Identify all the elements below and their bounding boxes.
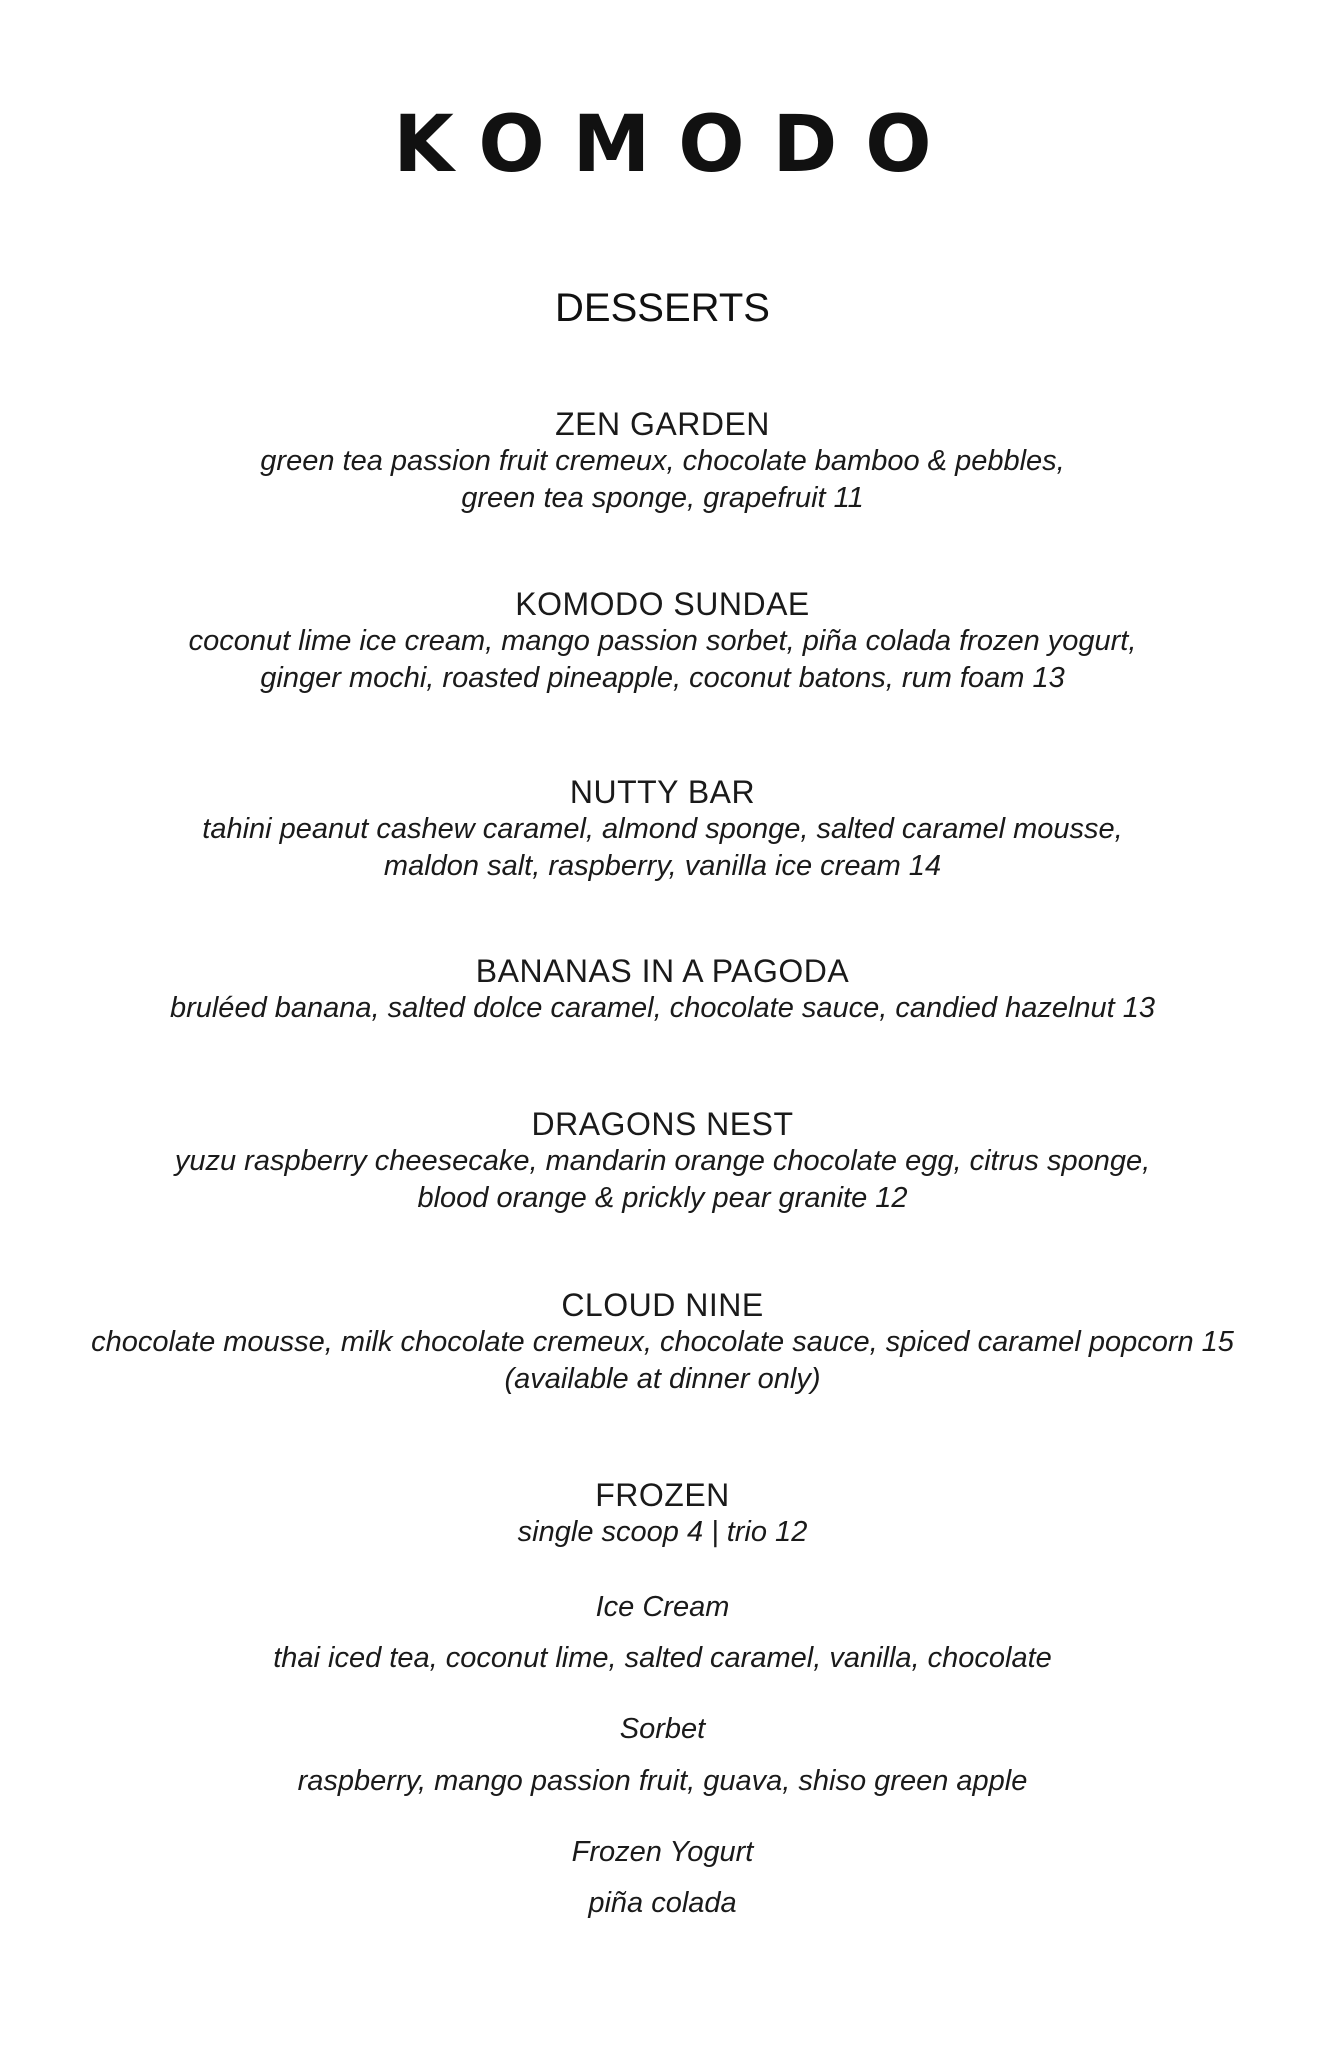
frozen-category-label: Ice Cream — [595, 1591, 730, 1623]
menu-item-description: yuzu raspberry cheesecake, mandarin orange chocolate egg, citrus sponge, — [174, 1145, 1151, 1177]
menu-item — [0, 773, 1325, 885]
menu-item-name: DRAGONS NEST — [531, 1106, 794, 1142]
menu-item-description: chocolate mousse, milk chocolate cremeux, chocolate sauce, spiced caramel popcorn 15 — [91, 1326, 1234, 1358]
menu-item — [0, 585, 1325, 697]
menu-item — [0, 1286, 1325, 1398]
frozen-category-flavors: thai iced tea, coconut lime, salted caramel, vanilla, chocolate — [273, 1642, 1052, 1674]
menu-item-description: green tea sponge, grapefruit 11 — [461, 482, 864, 514]
section-title: DESSERTS — [555, 286, 770, 330]
menu-item-description: blood orange & prickly pear granite 12 — [417, 1182, 908, 1214]
menu-item-description: green tea passion fruit cremeux, chocolate bamboo & pebbles, — [260, 445, 1065, 477]
menu-item-description: ginger mochi, roasted pineapple, coconut batons, rum foam 13 — [260, 662, 1065, 694]
brand-logo: KOMODO — [393, 100, 960, 190]
frozen-category-flavors: raspberry, mango passion fruit, guava, shiso green apple — [297, 1765, 1028, 1797]
menu-item-description: bruléed banana, salted dolce caramel, chocolate sauce, candied hazelnut 13 — [169, 992, 1156, 1024]
frozen-category-flavors: piña colada — [588, 1887, 737, 1919]
frozen-title: FROZEN — [595, 1477, 730, 1513]
menu-item-name: KOMODO SUNDAE — [515, 586, 810, 622]
frozen-category-label: Sorbet — [619, 1713, 706, 1745]
menu-item — [0, 1105, 1325, 1217]
menu-item-description: (available at dinner only) — [504, 1363, 821, 1395]
frozen-section — [0, 1476, 1325, 1551]
menu-item-name: BANANAS IN A PAGODA — [475, 953, 850, 989]
menu-item — [0, 952, 1325, 1027]
menu-item-name: CLOUD NINE — [561, 1287, 764, 1323]
menu-item-description: coconut lime ice cream, mango passion sorbet, piña colada frozen yogurt, — [188, 625, 1137, 657]
menu-item-name: NUTTY BAR — [569, 774, 756, 810]
menu-item-description: tahini peanut cashew caramel, almond sponge, salted caramel mousse, — [202, 813, 1123, 845]
frozen-category-label: Frozen Yogurt — [571, 1836, 754, 1868]
menu-item-name: ZEN GARDEN — [555, 406, 770, 442]
menu-item — [0, 405, 1325, 517]
frozen-pricing: single scoop 4 | trio 12 — [517, 1516, 808, 1548]
menu-item-description: maldon salt, raspberry, vanilla ice cream 14 — [383, 850, 942, 882]
